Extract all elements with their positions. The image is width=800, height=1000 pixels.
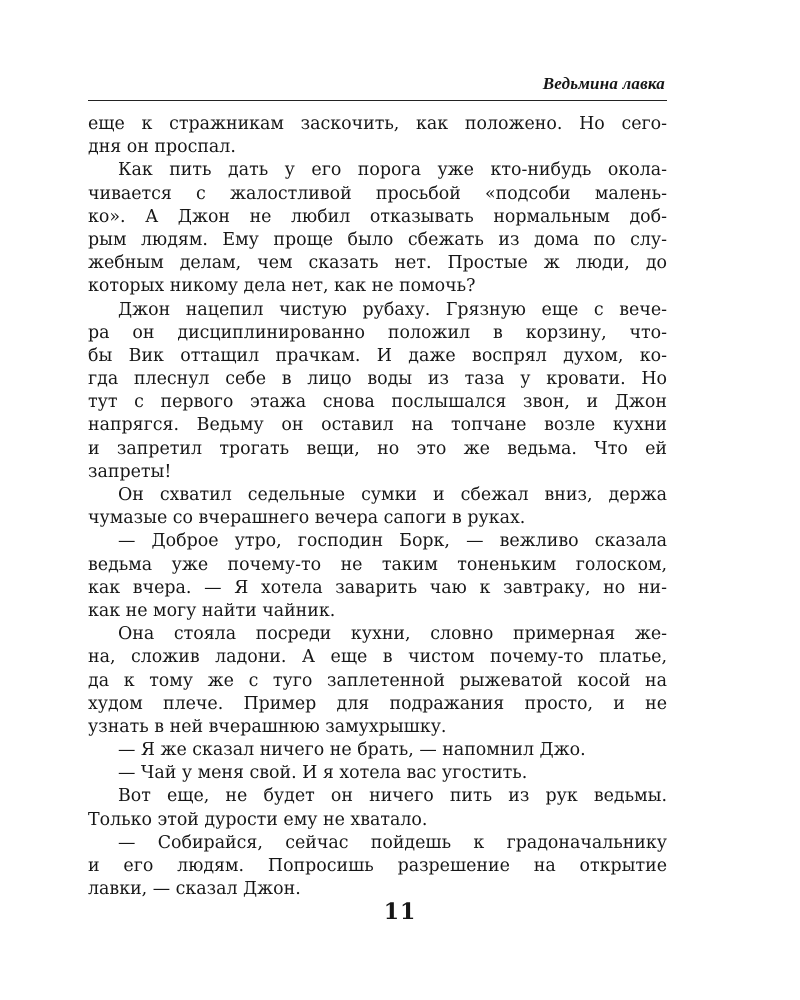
text-line: Она стояла посреди кухни, словно примерная же- [118, 624, 667, 645]
text-line: ра он дисциплинированно положил в корзину, что- [88, 322, 667, 343]
text-line: жебным делам, чем сказать нет. Простые ж люди, до [88, 253, 667, 274]
text-line: да к тому же с туго заплетенной рыжеватой косой на [88, 670, 667, 691]
text-line: запреты! [88, 461, 172, 482]
running-header [88, 70, 667, 101]
text-line: — Собирайся, сейчас пойдешь к градоначальнику [118, 832, 667, 853]
text-line: рым людям. Ему проще было сбежать из дома по слу- [88, 229, 667, 250]
text-line: — Доброе утро, господин Борк, — вежливо сказала [118, 531, 667, 552]
text-line: и запретил трогать вещи, но это же ведьма. Что ей [88, 438, 667, 459]
text-line: на, сложив ладони. А еще в чистом почему-то платье, [88, 647, 667, 668]
text-line: и его людям. Попросишь разрешение на открытие [88, 856, 667, 876]
text-line: напрягся. Ведьму он оставил на топчане возле кухни [88, 415, 667, 436]
text-line: которых никому дела нет, как не помочь? [88, 276, 476, 297]
text-line: — Я же сказал ничего не брать, — напомнил Джо. [118, 740, 586, 761]
text-line: как не могу найти чайник. [88, 600, 336, 621]
running-title: Ведьмина лавка [542, 74, 665, 93]
text-line: еще к стражникам заскочить, как положено. Но сего- [88, 114, 667, 134]
body-text [88, 113, 667, 901]
text-line: лавки, — сказал Джон. [88, 879, 301, 900]
text-line: как вчера. — Я хотела заварить чаю к завтраку, но ни- [88, 577, 667, 598]
text-line: — Чай у меня свой. И я хотела вас угостить. [118, 763, 528, 784]
text-line: узнать в ней вчерашнюю замухрышку. [88, 716, 447, 737]
text-line: Как пить дать у его порога уже кто-нибудь окола- [118, 160, 667, 181]
text-line: Джон нацепил чистую рубаху. Грязную еще с вече- [118, 299, 667, 320]
text-line: худом плече. Пример для подражания просто, и не [88, 693, 667, 714]
text-line: бы Вик оттащил прачкам. И даже воспрял духом, ко- [88, 345, 667, 366]
page-number: 11 [383, 899, 417, 925]
text-line: Только этой дурости ему не хватало. [88, 809, 428, 830]
text-line: дня он проспал. [88, 137, 236, 158]
text-line: тут с первого этажа снова послышался звон, и Джон [88, 392, 667, 413]
text-line: ведьма уже почему-то не таким тоненьким голоском, [88, 554, 667, 575]
text-line: гда плеснул себе в лицо воды из таза у кровати. Но [88, 369, 667, 390]
text-line: ко». А Джон не любил отказывать нормальным доб- [88, 206, 667, 227]
text-line: Вот еще, не будет он ничего пить из рук ведьмы. [118, 786, 667, 807]
text-line: чивается с жалостливой просьбой «подсоби малень- [88, 183, 667, 204]
text-line: Он схватил седельные сумки и сбежал вниз, держа [118, 485, 667, 505]
text-line: чумазые со вчерашнего вечера сапоги в руках. [88, 508, 526, 529]
